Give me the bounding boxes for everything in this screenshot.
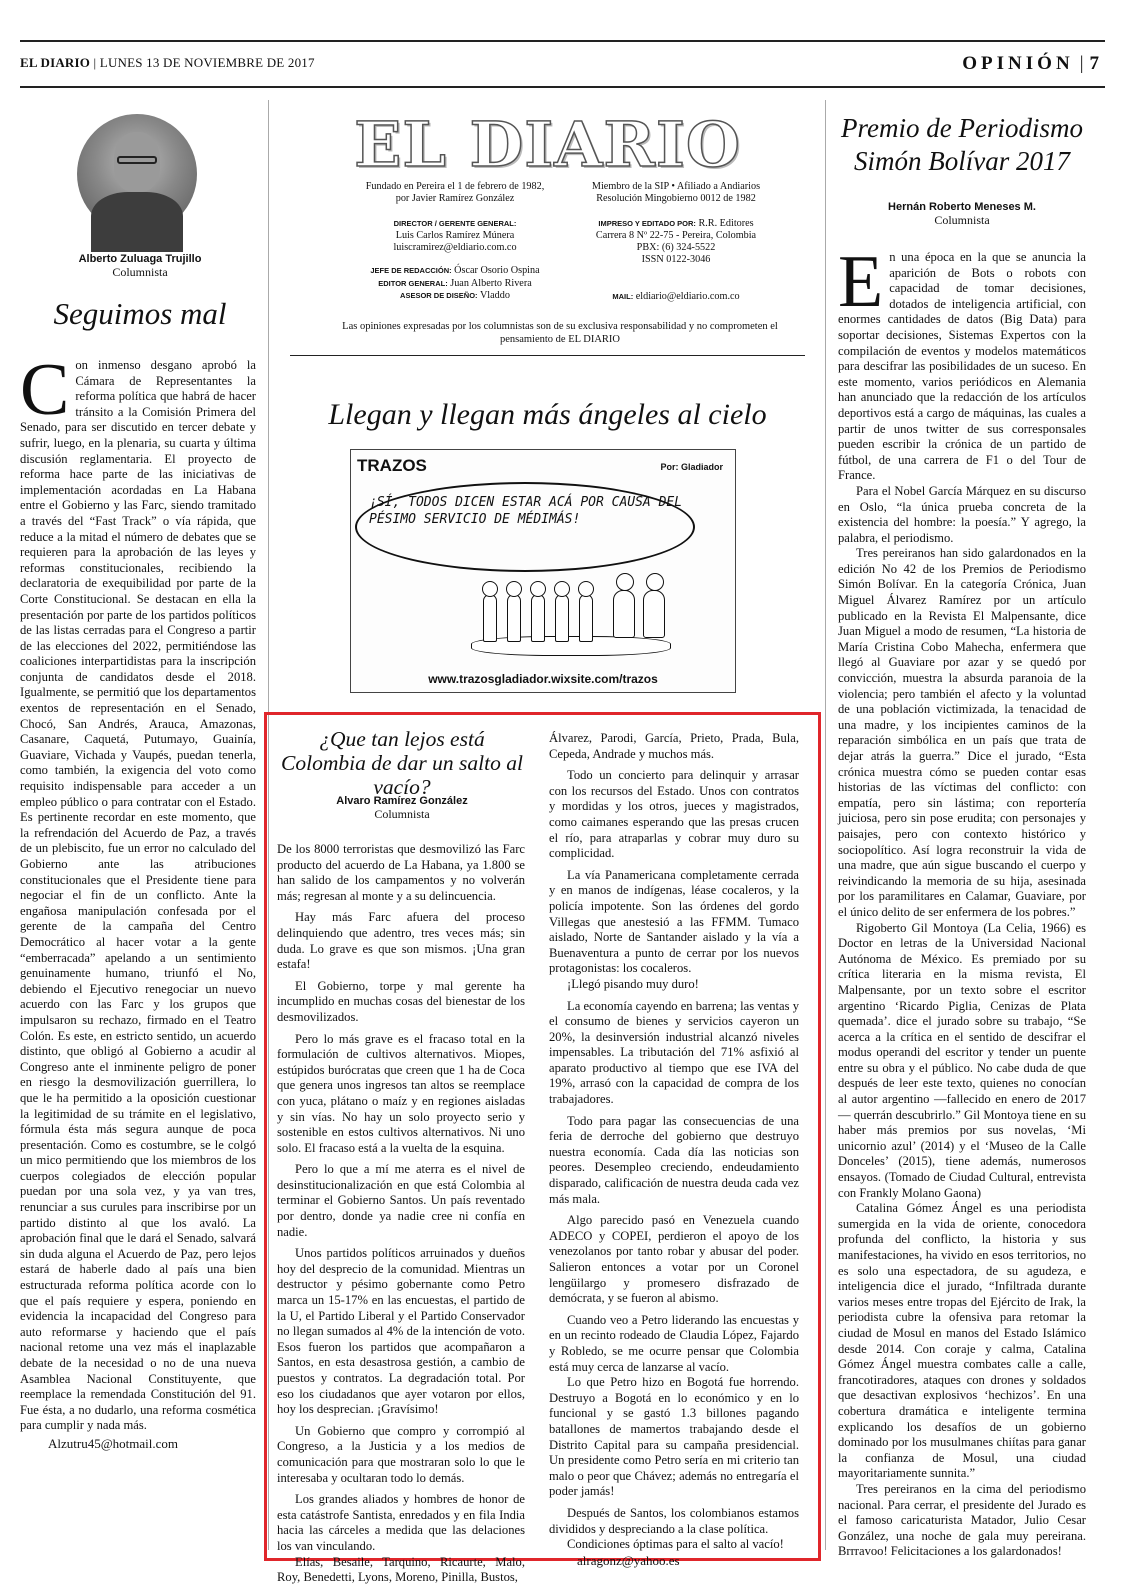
- header-section: [962, 53, 1103, 75]
- cartoon-credit: Por: Gladiador: [660, 462, 723, 472]
- cartoon-title: Llegan y llegan más ángeles al cielo: [328, 398, 767, 431]
- paragraph: Tres pereiranos en la cima del periodismo nacional. Para cerrar, el presidente del Jurado es el famoso caricaturista Matador, Julio Cesar González, una noche de gala muy pereirana. Brrravoo! Felicitaciones a los galardonados!: [838, 1481, 1086, 1559]
- left-article-text: on inmenso desgano aprobó la Cámara de Representantes la reforma política que habrá de hacer tránsito a la Comisión Primera del Senado, para ser discutido en tercer debate y sufrir, luego, en la plenaria, su cuarta y última discusión reglamentaria. El proyecto de reforma hace parte de las iniciativas de implementación acordadas en La Habana entre el Gobierno y las Farc, siendo tramitado a través del “Fast Track” o vía rápida, que reduce a la mitad el número de debates que se requieren para la aprobación de las leyes y reformas constitucionales, recibiendo la declaratoria de exequibilidad por parte de la Corte Constitucional. Se destacan en ella la presentación por parte de los partidos políticos de las listas cerradas para el Congreso a partir de las elecciones del 2022, permitiéndose las coaliciones interpartidistas para la inscripción conjunta de candidatos desde el 2018. Igualmente, se permitió que los departamentos exentos de representación en el Senado, Chocó, San Andrés, Arauca, Amazonas, Casanare, Caquetá, Putumayo, Guainía, Guaviare, Vichada y Vaupés, puedan tenerla, como también, la exigencia del voto como requisito indispensable para acceder a un empleo público o para contratar con el Estado. Es pertinente recordar en este momento, que la refrendación del Acuerdo de Paz, a través de un plebiscito, fue un error no calculado del Gobierno ante las atribuciones constitucionales que el Presidente tiene para negociar el fin de un conflicto. Ante la engañosa manipulación confesada por el gerente de la campaña del Centro Democrático al hacer votar a la gente “emberracada” apelando a un sentimiento genuinamente humano, triunfó el No, debiendo el Ejecutivo renegociar un nuevo acuerdo con las Farc y los grupos que impulsaron su rechazo, firmado en el Teatro Colón. Es este, en estricto sentido, un acuerdo distinto, que obligó al Gobierno a acudir al Congreso ante el inminente peligro de poner en riesgo la desmovilización guerrillera, lo que le ha permitido a la oposición cuestionar la legitimidad de su trámite en el legislativo, fórmula ésta más segura aunque de poca presentación. Como es costumbre, se le colgó un mico permitiendo que los miembros de los cuerpos colegiados de elección popular puedan por una sola vez, y ya van tres, renunciar a sus curules para inscribirse por un partido distinto al que los avaló. La aprobación final que le dará el Senado, salvará sin duda alguna el Acuerdo de Paz, pero lejos estará de haberle dado al país una bien estructurada reforma política acorde con lo que el país requiere y espera, poniendo en evidencia la incapacidad del Congreso para auto reformarse y haciendo que el país nacional retome una vez más el inaplazable debate de la necesidad o no de una nueva Asamblea Nacional Constituyente, que reemplace la remendada Constitución del 91. Fue ésta, a no dudarlo, una reforma cosmética para cumplir y nada más.: [20, 358, 256, 1433]
- left-article-title: Seguimos mal: [53, 296, 227, 331]
- paragraph: Hay más Farc afuera del proceso delinquiendo que adentro, tres veces más; sin duda. Lo grave es que son mismos. ¡Una gran estafa!: [277, 910, 525, 972]
- cloud-shape: [471, 636, 671, 656]
- paragraph: Todo para pagar las consecuencias de una feria de derroche del gobierno que destruyo nuestra economía. Cada día las noticias son peores. Desempleo creciendo, endeudamiento disparado, calificación de nuestra deuda cada vez más mala.: [549, 1113, 799, 1206]
- paragraph: Los grandes aliados y hombres de honor de esta catástrofe Santista, enredados y en fila India hacia las cárceles a medida que las delaciones los van vinculando.: [277, 1492, 525, 1553]
- resolution-text: Resolución Mingobierno 0012 de 1982: [596, 193, 756, 205]
- author-photo: [77, 114, 197, 234]
- address-text: Carrera 8 Nº 22-75 - Pereira, Colombia: [595, 229, 757, 241]
- paragraph: Pero lo que a mí me aterra es el nivel de desinstitucionalización en que está Colombia al terminar el Gobierno Santos. Un país reventado por dentro, donde ya nadie cree ni confía en nadie.: [277, 1162, 525, 1239]
- left-dropcap: C: [20, 349, 70, 431]
- director-label: DIRECTOR / GERENTE GENERAL:: [393, 218, 517, 228]
- member-text: Miembro de la SIP • Afiliado a Andiarios: [591, 181, 761, 192]
- paragraph: Tres pereiranos han sido galardonados en la edición No 42 de los Premios de Periodismo Simón Bolívar. En la categoría Crónica, Juan Miguel Álvarez Ramírez por un artículo publicado en la Revista El Malpensante, dice Juan Miguel a modo de resumen, “La historia de María Cristina Cobo Mahecha, enfermera que llegó al Guaviare por azar y se quedó por convicción, muestra la absurda paranoia de la violencia; pero también el afecto y la voluntad de una población victimizada, la tenacidad de una madre, y los incipientes caminos de la reparación simbólica en un país que trata de dejar atrás la guerra.” Dice el jurado, “Esta crónica muestra cómo se pueden contar esas historias de las víctimas del conflicto: con empatía, pero sin lástima; con reportería juiciosa, pero sin pose erudita; con personajes y paisajes, pero con contexto histórico y sociopolítico. Así logra reconstruir la vida de una madre, que aún sigue buscando el cuerpo y reivindicando la memoria de su hija, asesinada por los paramilitares en Calamar, Guaviare, por el único delito de ser enfermera de los pobres.”: [838, 546, 1086, 919]
- impreso-name: R.R. Editores: [698, 217, 754, 229]
- masthead-rule: [290, 355, 805, 356]
- jefe-label: JEFE DE REDACCIÓN:: [370, 266, 452, 276]
- middle-author-role: Columnista: [374, 807, 430, 821]
- paragraph: Un Gobierno que compro y corrompió al Congreso, a la Justicia y a los medios de comunicación para que mostraran solo lo que le interesaba y ocultaran todo lo demás.: [277, 1423, 525, 1485]
- paragraph: El Gobierno, torpe y mal gerente ha incumplido en muchas cosas del bienestar de los desmovilizados.: [277, 978, 525, 1024]
- mail-label: MAIL:: [612, 291, 634, 301]
- jefe-name: Óscar Osorio Ospina: [454, 265, 540, 277]
- asesor-label: ASESOR DE DISEÑO:: [400, 291, 478, 301]
- angel-figure: [483, 594, 497, 642]
- left-byline: [20, 253, 260, 280]
- left-article-body: [20, 349, 256, 1452]
- right-dropcap: E: [838, 241, 884, 323]
- paragraph: Lo que Petro hizo en Bogotá fue horrendo. Destruyo a Bogotá en lo económico y en lo funcional y se gastó 1.3 billones pagando batallones de mamertos trabajando desde el Distrito Capital para su campaña presidencial. Un presidente como Petro sería en mi criterio tan malo o peor que Chávez; además no entregaría el poder jamás!: [549, 1375, 799, 1499]
- editor-label: EDITOR GENERAL:: [378, 278, 448, 288]
- paragraph: Catalina Gómez Ángel es una periodista sumergida en la vida de oriente, conocedora profunda del conflicto, la historia y sus manifestaciones, ha vivido en esos territorios, no es solo una espectadora, de su agudeza, e inteligencia dice el jurado, “Infiltrada durante varios meses entre tropas del Ejército de Irak, la periodista cubre la ofensiva para retomar la ciudad de Mosul en manos del Estado Islámico desde 2014. Con coraje y calma, Catalina Gómez Ángel muestra combates calle a calle, francotiradores, ataques con drones y soldados que desactivan explosivos ‘hechizos’. En una cobertura dramática e inteligente termina explicando los desafíos de un gobierno dominado por los musulmanes chiítas para ganar la confianza de Mosul, una ciudad mayoritariamente sunnita.”: [838, 1201, 1086, 1481]
- angel-figure: [579, 594, 593, 642]
- paragraph: La vía Panamericana completamente cerrada y en manos de indígenas, léase cocaleros, y la policía impotente. Son las órdenes del gordo Villegas que anestesió a las FFMM. Tumaco aislado, Norte de Santander aislado y la vía a Buenaventura a punto de cerrar por los nuevos protagonistas: los cocaleros.: [549, 867, 799, 976]
- right-byline: [832, 201, 1092, 228]
- paragraph: Condiciones óptimas para el salto al vacío!: [567, 1537, 784, 1552]
- right-article-text: n una época en la que se anuncia la aparición de Bots o robots con capacidad de tomar decisiones, dotados de inteligencia artificial, con enormes cantidades de datos (Big Data) para soportar decisiones, Sistemas Expertos con la compilación de eventos y modelos matemáticos para descifrar las posibilidades de un suceso. En este momento, varios periódicos en Alemania han anunciado que la redacción de los artículos deportivos está a cargo de máquinas, las cuales a partir de unos twitter de sus corresponsales pueden escribir la crónica de un partido de fútbol, de una carrera de F1 o del Tour de France.: [838, 250, 1086, 483]
- impreso-label: IMPRESO Y EDITADO POR:: [598, 218, 696, 228]
- saint-figure: [643, 590, 665, 638]
- right-author-role: Columnista: [934, 213, 990, 227]
- angel-figure: [531, 594, 545, 642]
- section-name: OPINIÓN: [962, 53, 1074, 74]
- asesor-name: Vladdo: [479, 290, 510, 302]
- header-top-rule: [20, 40, 1105, 42]
- paragraph: Álvarez, Parodi, García, Prieto, Prada, Bula, Cepeda, Andrade y muchos más.: [549, 731, 799, 761]
- right-author-name: Hernán Roberto Meneses M.: [888, 201, 1036, 213]
- paragraph: La economía cayendo en barrena; las ventas y el consumo de bienes y servicios cayeron un 20%, la desinversión industrial alcanzó niveles impensables. La tributación del 71% asfixió al aparato productivo al tiempo que ese IVA del 19%, arrasó con la capacidad de compra de los trabajadores.: [549, 998, 799, 1107]
- paragraph: Elías, Besaile, Tarquino, Ricaurte, Malo, Roy, Benedetti, Lyons, Moreno, Pinilla, Bustos,: [277, 1554, 525, 1585]
- middle-article-col-a: [277, 842, 525, 1586]
- middle-author-email: alragonz@yahoo.es: [577, 1552, 680, 1568]
- cartoon-image: [350, 449, 736, 693]
- issn-text: ISSN 0122-3046: [641, 254, 711, 266]
- paragraph: Después de Santos, los colombianos estamos divididos y despreciando a la clase política.: [549, 1505, 799, 1536]
- header-bottom-rule: [20, 86, 1105, 88]
- masthead-info-left: [345, 181, 565, 302]
- left-author-email: Alzutru45@hotmail.com: [48, 1435, 179, 1451]
- editor-name: Juan Alberto Rivera: [450, 277, 532, 289]
- left-author-role: Columnista: [112, 265, 168, 279]
- header-paper-name: EL DIARIO: [20, 55, 91, 70]
- header-separator-right: |: [1079, 53, 1084, 74]
- mail-address: eldiario@eldiario.com.co: [635, 290, 740, 302]
- header-separator: |: [93, 55, 100, 70]
- founded-text: Fundado en Pereira el 1 de febrero de 1982, por Javier Ramírez González: [365, 181, 545, 205]
- paragraph: Pero lo más grave es el fracaso total en la formulación de cultivos alternativos. Miopes, estúpidos burócratas que creen que 1 ha de Coca que genera unos ingresos tan altos se reemplace con yuca, plátano o maíz y en regiones aisladas y sin vías. No hay un solo proyecto serio y sostenible en estos cultivos alternativos. Ni uno solo. El fracaso está a la vuelta de la esquina.: [277, 1031, 525, 1155]
- header-date: LUNES 13 DE NOVIEMBRE DE 2017: [99, 55, 315, 70]
- paragraph: Unos partidos políticos arruinados y dueños hoy del desprecio de la comunidad. Mientras un destructor y pésimo gobernante como Petro marca un 15-17% en las encuestas, el partido de la U, el Partido Liberal y el Partido Conservador no llegan sumados al 4% de la intención de voto. Esos fueron los partidos que acompañaron a Santos, en esta desastrosa gestión, a cambio de puestos y contratos. La degradación total. Por eso los ciudadanos que ayer votaron por ellos, hoy los desprecian. ¡Gravísimo!: [277, 1246, 525, 1417]
- middle-article-title: ¿Que tan lejos está Colombia de dar un salto al vacío?: [281, 727, 523, 799]
- middle-article-col-b: [549, 731, 799, 1568]
- middle-author-name: Alvaro Ramírez González: [336, 795, 468, 807]
- page-number: 7: [1089, 53, 1103, 74]
- column-rule-right: [825, 100, 826, 1550]
- speech-bubble-text: ¡SÍ, TODOS DICEN ESTAR ACÁ POR CAUSA DEL PÉSIMO SERVICIO DE MÉDIMÁS!: [369, 495, 683, 527]
- paragraph: Algo parecido pasó en Venezuela cuando ADECO y COPEI, perdieron el apoyo de los venezolanos por tanto robar y abusar del poder. Salieron entonces a votar por un Coronel lengüilargo y promesero disfrazado de demócrata, y se fueron al abismo.: [549, 1213, 799, 1306]
- paragraph: De los 8000 terroristas que desmovilizó las Farc producto del acuerdo de La Habana, ya 1.800 se han salido de los campamentos y no volverán más; regresan al monte y a su delincuencia.: [277, 842, 525, 903]
- director-email: luiscramirez@eldiario.com.co: [393, 242, 517, 254]
- angel-figure: [555, 594, 569, 642]
- paragraph: ¡Llegó pisando muy duro!: [567, 976, 699, 991]
- masthead-logo: EL DIARIO: [354, 108, 741, 181]
- paragraph: Cuando veo a Petro liderando las encuestas y en un recinto rodeado de Claudia López, Fajardo y Robledo, se me ocurre pensar que Colombia está muy cerca de lanzarse al vacío.: [549, 1312, 799, 1374]
- header-date-line: [20, 55, 315, 71]
- right-article-body: [838, 241, 1086, 1560]
- paragraph: Rigoberto Gil Montoya (La Celia, 1966) es Doctor en letras de la Universidad Nacional Autónoma de México. Es premiado por su crítica literaria en la misma revista, El Malpensante, por un texto sobre el escritor argentino ‘Ricardo Piglia, Cenizas de Plata quemada’. dice el jurado sobre su trabajo, “Se acerca a la crítica en el sentido de descifrar el modus operandi del escritor y tender un puente entre su obra y el público. No cabe duda de que después de leer este texto, quienes no conocían al autor argentino —fallecido en enero de 2017— querrán descubrirlo.” Gil Montoya tiene en su haber más premios por sus novelas, ‘Mi unicornio azul’ (2014) y el ‘Museo de la Calle Donceles’ (2015), tiene además, numerosos ensayos. (Tomado de Ciudad Cultural, entrevista con Frankly Molano Gaona): [838, 920, 1086, 1200]
- masthead-info-right: [572, 181, 780, 303]
- paragraph: Todo un concierto para delinquir y arrasar con los recursos del Estado. Unos con contratos y mordidas y los otros, jueces y magistrados, como caimanes esperando que las presas crucen el río, para atraparlas y cobrar muy duro su complicidad.: [549, 768, 799, 861]
- opinion-disclaimer: Las opiniones expresadas por los columnistas son de su exclusiva responsabilidad y no comprometen el pensamiento de EL DIARIO: [342, 321, 778, 345]
- left-author-name: Alberto Zuluaga Trujillo: [78, 253, 202, 265]
- angel-figure: [507, 594, 521, 642]
- cartoon-strip-name: TRAZOS: [357, 456, 427, 475]
- saint-figure: [613, 590, 635, 638]
- right-article-title: Premio de Periodismo Simón Bolívar 2017: [841, 113, 1083, 176]
- paragraph: Para el Nobel García Márquez en su discurso en Oslo, “la única prueba concreta de la existencia del hombre: la poesía.” Y agrego, la palabra, el periodismo.: [838, 483, 1086, 545]
- director-name: Luis Carlos Ramírez Múnera: [395, 229, 515, 241]
- pbx-text: PBX: (6) 324-5522: [636, 242, 716, 254]
- middle-byline: [276, 795, 528, 822]
- cartoon-url: www.trazosgladiador.wixsite.com/trazos: [428, 672, 658, 686]
